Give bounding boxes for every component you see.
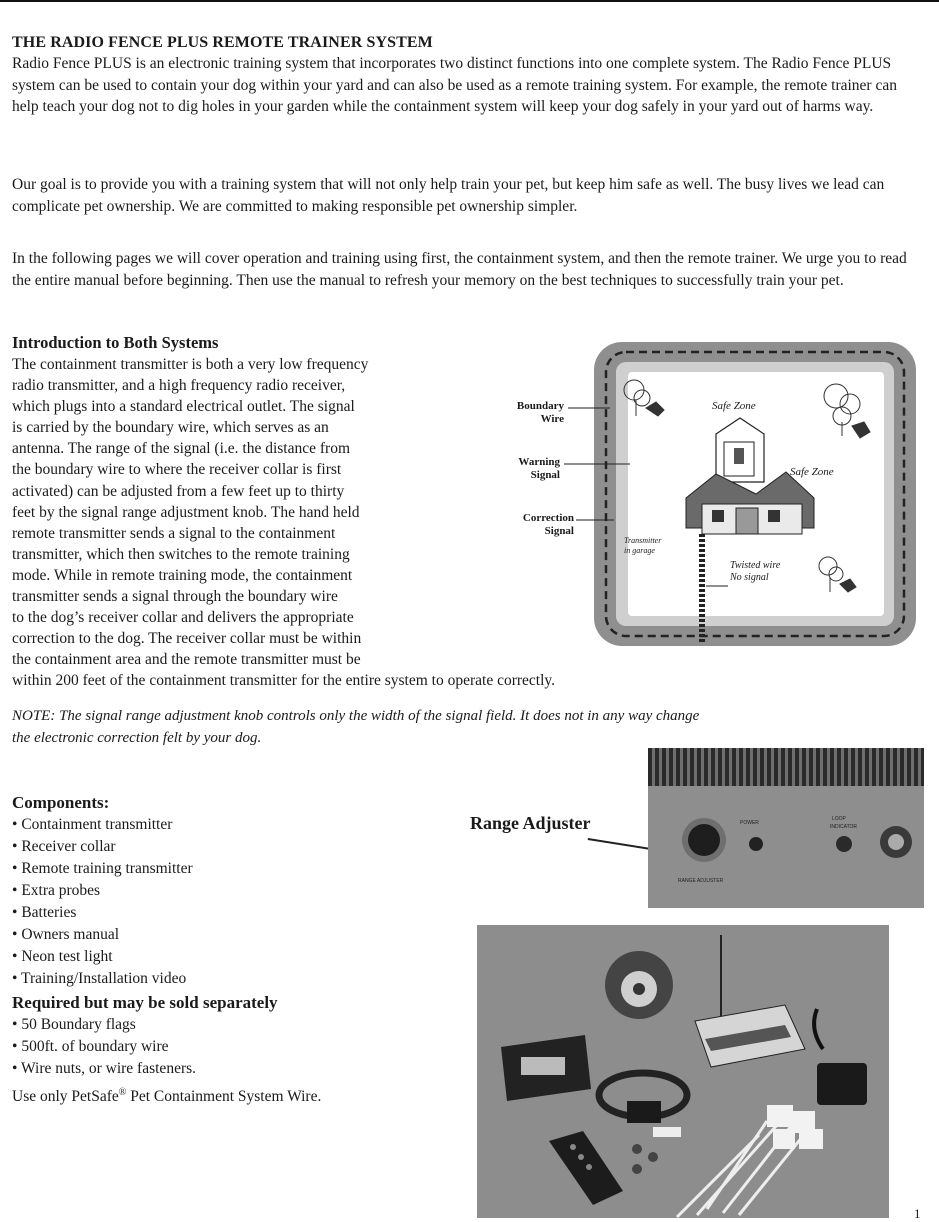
intro-paragraph-3-block bbox=[12, 248, 924, 291]
intro-both-line: The containment transmitter is both a very low frequency bbox=[12, 356, 369, 373]
transmitter-label: Transmitter in garage bbox=[624, 536, 662, 555]
intro-both-line: transmitter sends a signal through the boundary wire bbox=[12, 588, 338, 606]
power-adapter-icon bbox=[817, 1063, 867, 1105]
intro-paragraph-3: In the following pages we will cover operation and training using first, the containment system, and then the remote trainer. We urge you to read the entire manual before beginning. Then use the manual to refresh your memory on the best techniques to successfully train your pet. bbox=[12, 250, 907, 289]
list-item: • Extra probes bbox=[12, 880, 452, 902]
safe-zone-label: Safe Zone bbox=[790, 466, 834, 478]
safe-zone-label: Safe Zone bbox=[712, 400, 756, 412]
warning-signal-label: Warning Signal bbox=[518, 456, 560, 481]
battery-icon bbox=[653, 1127, 681, 1137]
intro-both-line: feet by the signal range adjustment knob. The hand held bbox=[12, 503, 360, 521]
yard-illustration bbox=[506, 338, 918, 650]
intro-paragraph-1: Radio Fence PLUS is an electronic training system that incorporates two distinct functions into one complete system. The Radio Fence PLUS system can be used to contain your dog within your yard and can also be used as a remote training system. For example, the remote trainer can help teach your dog not to dig holes in your garden while the containment system will keep your dog safely in your yard out of harms way. bbox=[12, 55, 897, 115]
page-title: THE RADIO FENCE PLUS REMOTE TRAINER SYSTEM bbox=[12, 34, 433, 51]
intro-both-line: antenna. The range of the signal (i.e. the distance from bbox=[12, 440, 351, 458]
list-item: • Receiver collar bbox=[12, 836, 452, 858]
boundary-wire-label: Boundary Wire bbox=[516, 400, 564, 425]
components-list bbox=[12, 814, 452, 990]
intro-paragraph-2: Our goal is to provide you with a training system that will not only help train your pet, but keep him safe as well. The busy lives we lead can complicate pet ownership. We are committed to making responsible pet ownership simpler. bbox=[12, 176, 885, 215]
page-number: 1 bbox=[914, 1206, 921, 1221]
power-light-icon bbox=[749, 837, 763, 851]
intro-both-line: the containment area and the remote transmitter must be bbox=[12, 651, 361, 669]
control-panel-face: POWER LOOP INDICATOR RANGE ADJUSTER bbox=[648, 786, 924, 908]
list-item: • Neon test light bbox=[12, 946, 452, 968]
list-item: • Batteries bbox=[12, 902, 452, 924]
note-line: the electronic correction felt by your dog. bbox=[12, 729, 262, 746]
intro-both-line: correction to the dog. The receiver collar must be within bbox=[12, 630, 362, 648]
intro-both-line: within 200 feet of the containment transmitter for the entire system to operate correctly. bbox=[12, 672, 556, 690]
list-item: • Training/Installation video bbox=[12, 968, 452, 990]
required-list bbox=[12, 1014, 452, 1080]
note-line: NOTE: The signal range adjustment knob controls only the width of the signal field. It does not in any way change bbox=[12, 708, 700, 724]
use-only-text: Use only PetSafe® Pet Containment System Wire. bbox=[12, 1086, 322, 1105]
intro-both-line: which plugs into a standard electrical outlet. The signal bbox=[12, 398, 355, 416]
range-knob-icon bbox=[688, 824, 720, 856]
list-item: • Wire nuts, or wire fasteners. bbox=[12, 1058, 452, 1080]
list-item: • 500ft. of boundary wire bbox=[12, 1036, 452, 1058]
correction-signal-label: Correction Signal bbox=[522, 512, 574, 537]
intro-paragraph-2-block bbox=[12, 174, 924, 217]
containment-diagram bbox=[506, 338, 918, 650]
components-section bbox=[12, 792, 452, 1108]
intro-both-line: mode. While in remote training mode, the containment bbox=[12, 566, 353, 584]
intro-both-line: transmitter, which then switches to the remote training bbox=[12, 545, 350, 563]
heat-sink-fins bbox=[648, 748, 924, 786]
list-item: • Remote training transmitter bbox=[12, 858, 452, 880]
intro-both-line: the boundary wire to where the receiver collar is first bbox=[12, 461, 342, 479]
intro-both-line: to the dog’s receiver collar and delivers the appropriate bbox=[12, 609, 354, 627]
range-adjuster-photo bbox=[648, 748, 924, 908]
intro-both-line: remote transmitter sends a signal to the containment bbox=[12, 524, 336, 542]
list-item: • 50 Boundary flags bbox=[12, 1014, 452, 1036]
intro-both-line: radio transmitter, and a high frequency radio receiver, bbox=[12, 377, 346, 395]
range-adjuster-label: Range Adjuster bbox=[470, 813, 591, 833]
intro-section bbox=[12, 32, 924, 118]
intro-both-line: activated) can be adjusted from a few feet up to thirty bbox=[12, 482, 345, 500]
note-section bbox=[12, 706, 927, 749]
flag-icon bbox=[767, 1105, 823, 1149]
intro-both-line: is carried by the boundary wire, which serves as an bbox=[12, 419, 329, 437]
top-rule bbox=[0, 0, 939, 2]
list-item: • Containment transmitter bbox=[12, 814, 452, 836]
intro-both-heading: Introduction to Both Systems bbox=[12, 333, 219, 352]
twisted-wire-label: Twisted wire No signal bbox=[730, 560, 781, 583]
loop-indicator-icon bbox=[836, 836, 852, 852]
components-heading: Components: bbox=[12, 793, 110, 812]
list-item: • Owners manual bbox=[12, 924, 452, 946]
required-heading: Required but may be sold separately bbox=[12, 993, 278, 1012]
components-photo bbox=[477, 925, 889, 1218]
